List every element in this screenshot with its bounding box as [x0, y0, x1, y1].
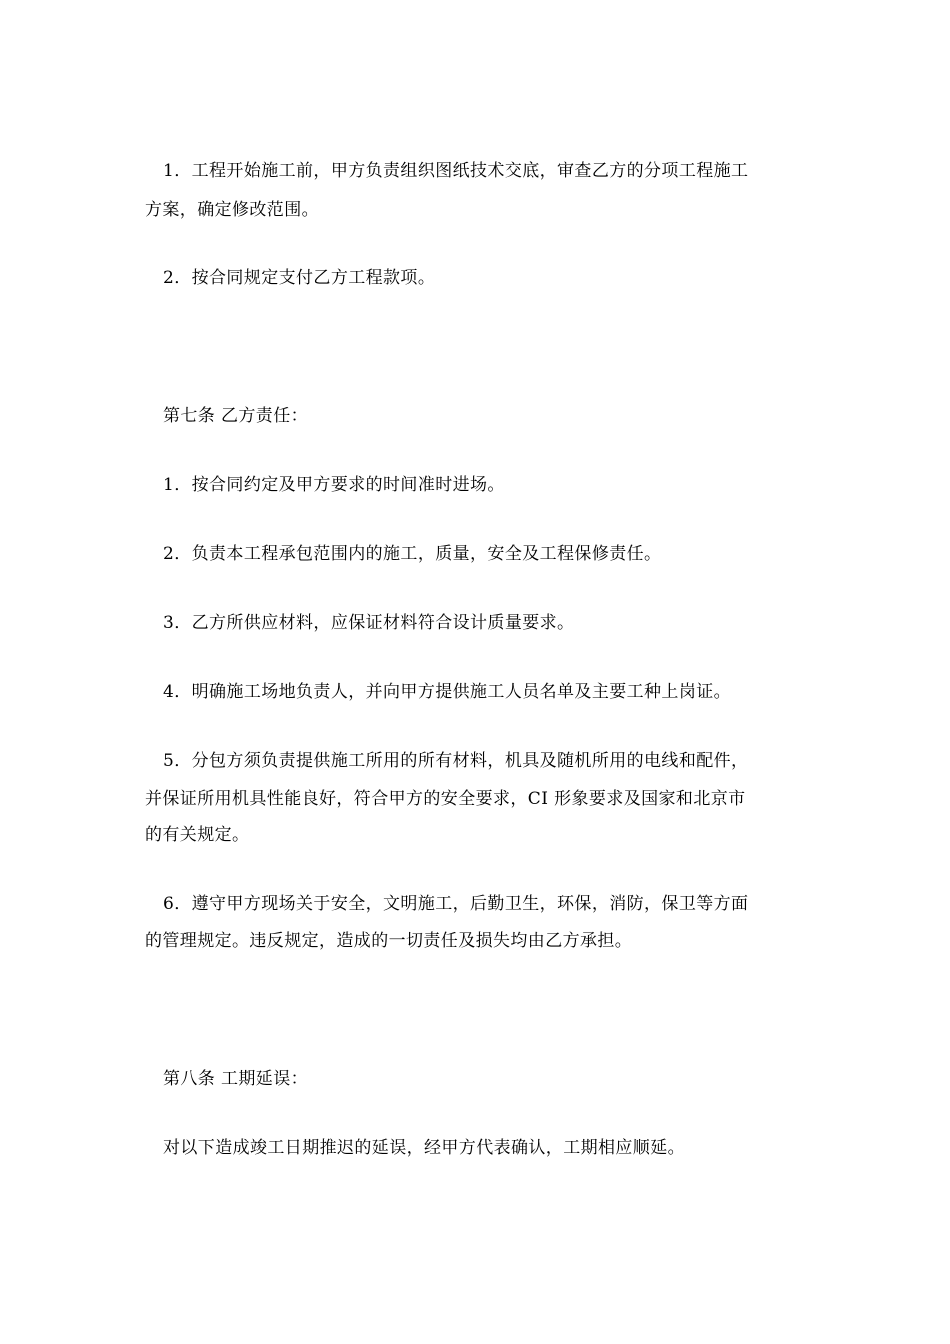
clause-7-item-3: 3．乙方所供应材料，应保证材料符合设计质量要求。: [163, 613, 575, 633]
clause-7-item-2: 2．负责本工程承包范围内的施工，质量，安全及工程保修责任。: [163, 544, 662, 564]
clause-7-item-5-line-2: 并保证所用机具性能良好，符合甲方的安全要求，CI 形象要求及国家和北京市: [145, 789, 746, 809]
clause-8-heading: 第八条 工期延误：: [163, 1069, 309, 1089]
clause-7-item-5-line-3: 的有关规定。: [145, 825, 250, 845]
clause-7-item-4: 4．明确施工场地负责人，并向甲方提供施工人员名单及主要工种上岗证。: [163, 682, 732, 702]
clause-7-item-6-line-1: 6．遵守甲方现场关于安全，文明施工，后勤卫生，环保，消防，保卫等方面: [163, 894, 749, 914]
clause-6-item-1-line-1: 1．工程开始施工前，甲方负责组织图纸技术交底，审查乙方的分项工程施工: [163, 161, 749, 181]
clause-6-item-2: 2．按合同规定支付乙方工程款项。: [163, 268, 436, 288]
clause-7-item-5-line-1: 5．分包方须负责提供施工所用的所有材料，机具及随机所用的电线和配件，: [163, 751, 749, 771]
clause-8-paragraph: 对以下造成竣工日期推迟的延误，经甲方代表确认，工期相应顺延。: [163, 1138, 685, 1158]
clause-7-item-6-line-2: 的管理规定。违反规定，造成的一切责任及损失均由乙方承担。: [145, 931, 633, 951]
clause-7-item-1: 1．按合同约定及甲方要求的时间准时进场。: [163, 475, 505, 495]
clause-6-item-1-line-2: 方案，确定修改范围。: [145, 200, 319, 220]
clause-7-heading: 第七条 乙方责任：: [163, 406, 309, 426]
